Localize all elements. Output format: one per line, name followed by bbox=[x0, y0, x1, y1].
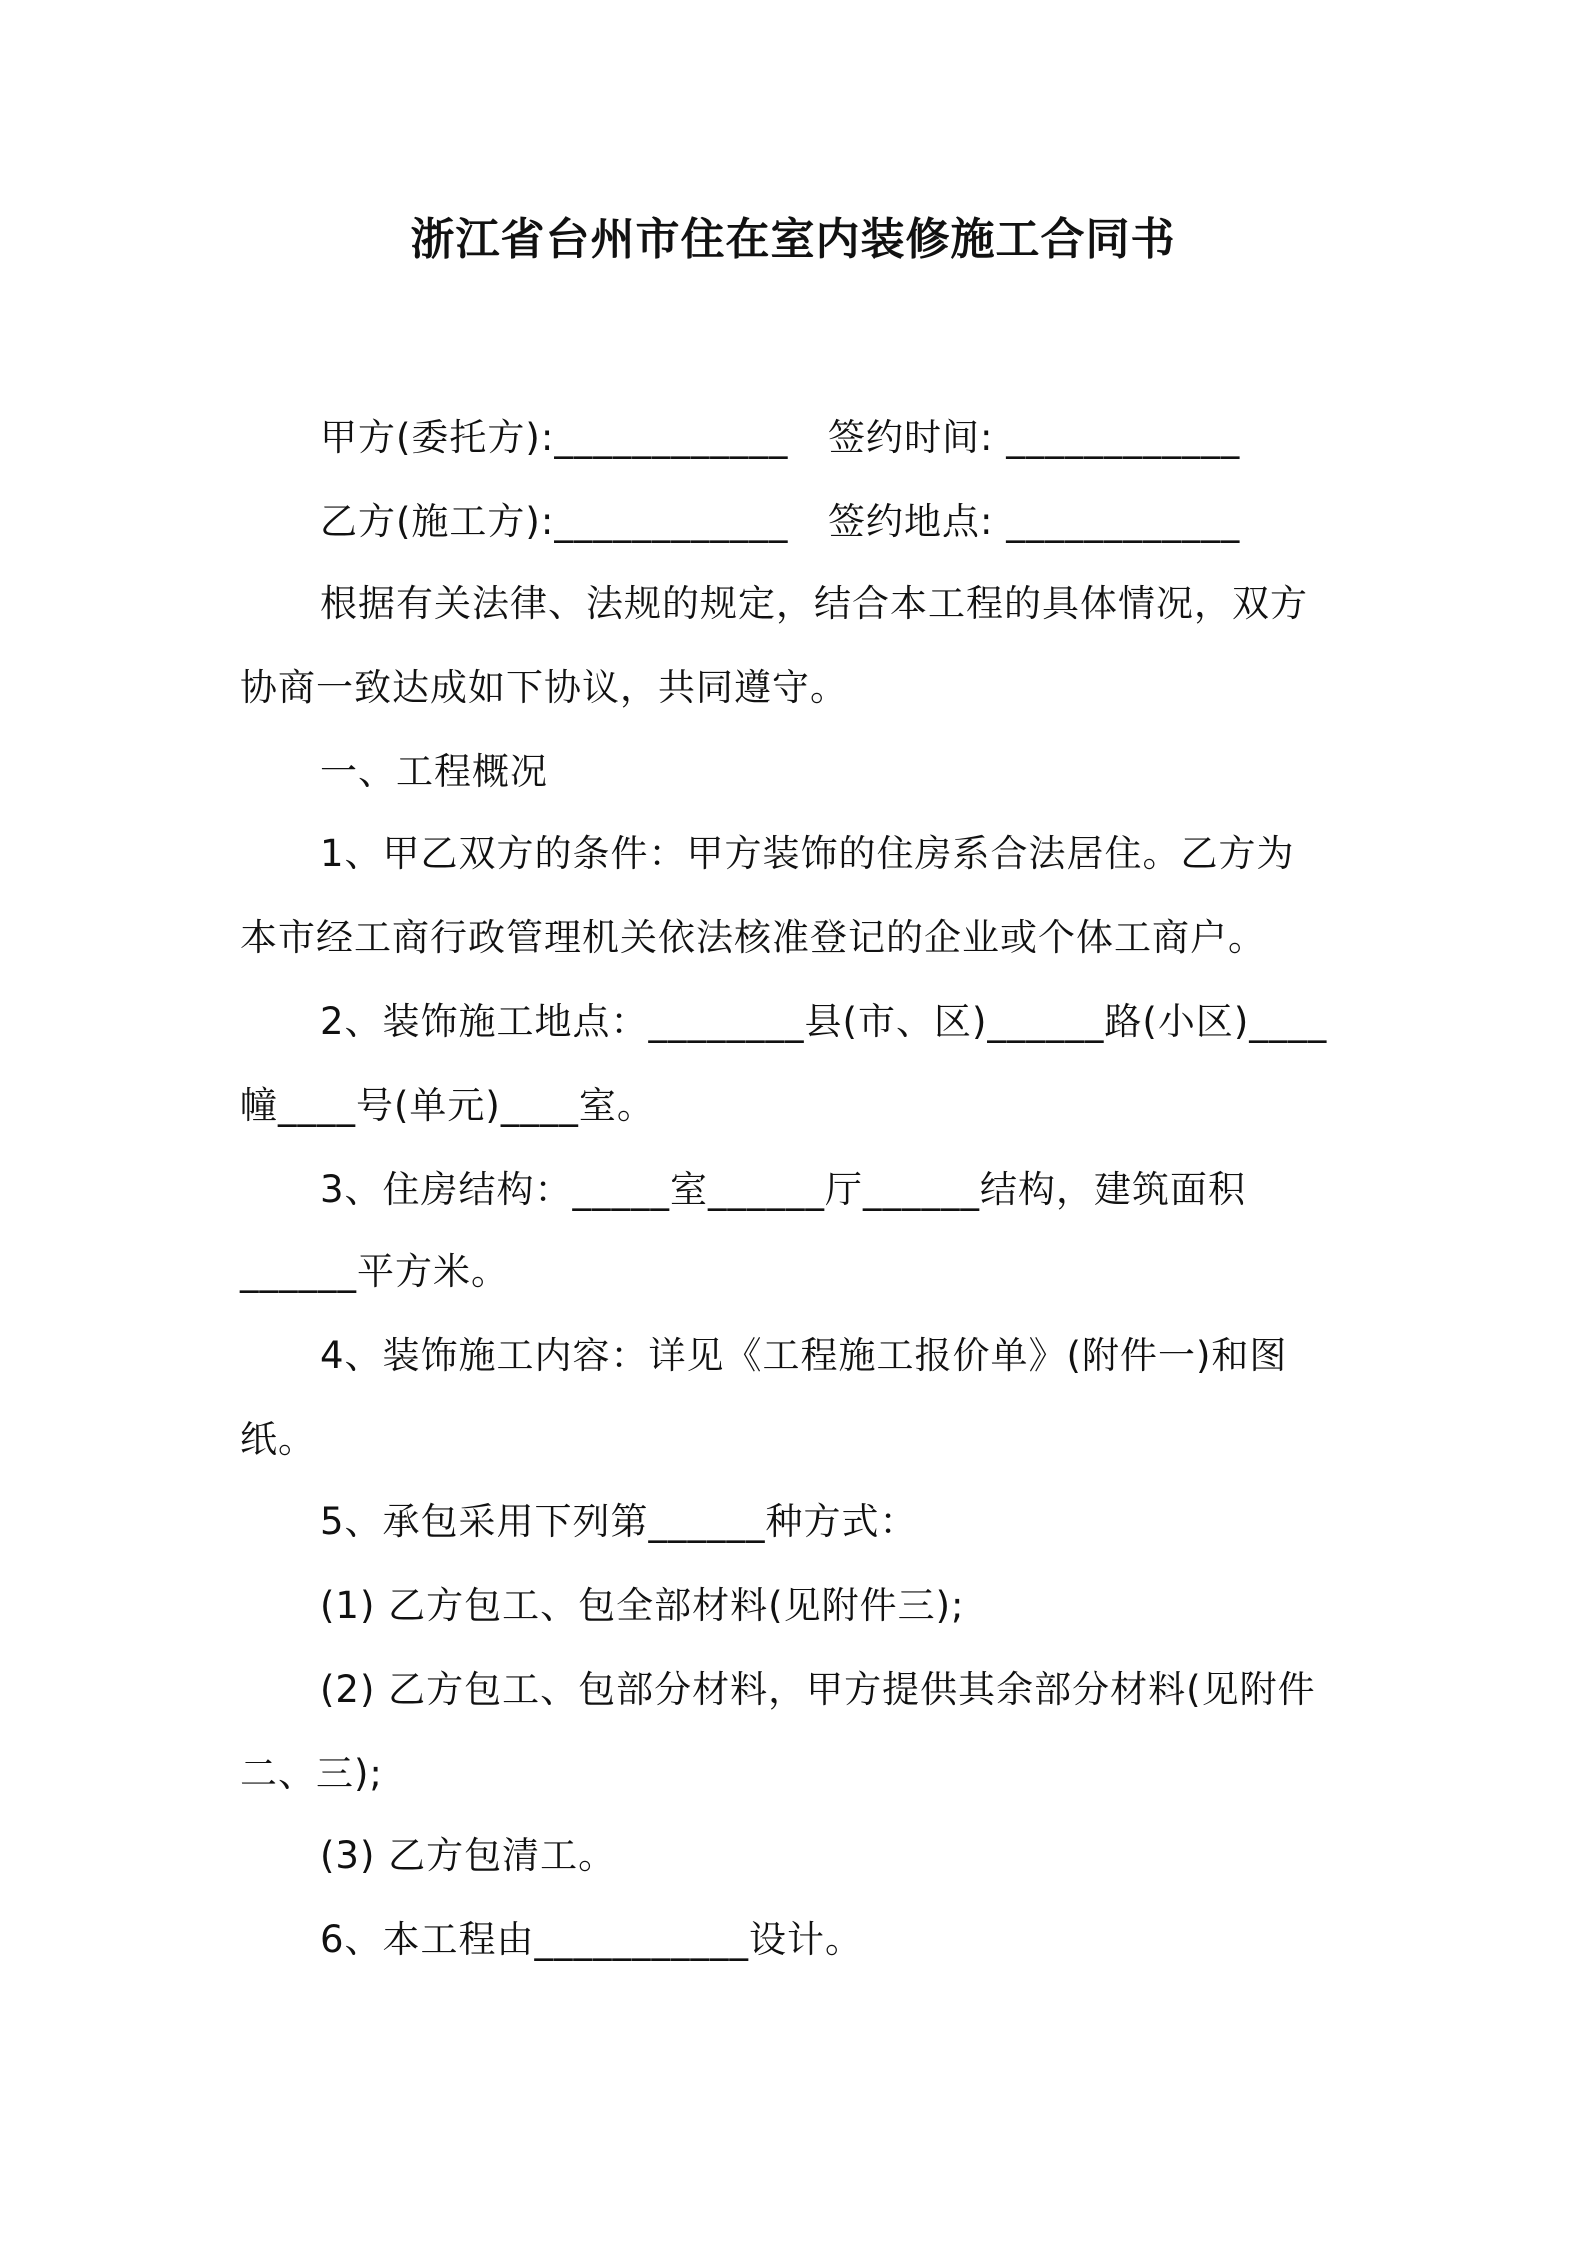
option-3: (3) 乙方包清工。 bbox=[320, 1834, 617, 1877]
sign-time-field: 签约时间: ____________ bbox=[828, 416, 1241, 459]
item-3-line-2: ______平方米。 bbox=[240, 1250, 509, 1293]
item-3-line-1: 3、住房结构：_____室______厅______结构，建筑面积 bbox=[320, 1168, 1247, 1211]
header-row-sign-time bbox=[828, 412, 1348, 464]
option-2-line-1: (2) 乙方包工、包部分材料，甲方提供其余部分材料(见附件 bbox=[320, 1668, 1316, 1711]
item-5: 5、承包采用下列第______种方式： bbox=[320, 1500, 918, 1543]
party-b-field: 乙方(施工方):____________ bbox=[320, 500, 789, 543]
header-row-sign-place bbox=[828, 496, 1348, 548]
option-1: (1) 乙方包工、包全部材料(见附件三); bbox=[320, 1584, 965, 1627]
party-a-field: 甲方(委托方):____________ bbox=[320, 416, 789, 459]
intro-line-1: 根据有关法律、法规的规定，结合本工程的具体情况，双方 bbox=[320, 582, 1308, 625]
option-2-line-2: 二、三); bbox=[240, 1752, 383, 1795]
item-6: 6、本工程由___________设计。 bbox=[320, 1918, 864, 1961]
section-1-heading: 一、工程概况 bbox=[320, 750, 548, 793]
item-2-line-1: 2、装饰施工地点：________县(市、区)______路(小区)____ bbox=[320, 1000, 1328, 1043]
item-2-line-2: 幢____号(单元)____室。 bbox=[240, 1084, 655, 1127]
item-4-line-2: 纸。 bbox=[240, 1418, 316, 1461]
item-1-line-1: 1、甲乙双方的条件：甲方装饰的住房系合法居住。乙方为 bbox=[320, 832, 1295, 875]
item-1-line-2: 本市经工商行政管理机关依法核准登记的企业或个体工商户。 bbox=[240, 916, 1266, 959]
document-title: 浙江省台州市住在室内装修施工合同书 bbox=[410, 214, 1176, 265]
item-4-line-1: 4、装饰施工内容：详见《工程施工报价单》(附件一)和图 bbox=[320, 1334, 1288, 1377]
intro-line-2: 协商一致达成如下协议，共同遵守。 bbox=[240, 666, 848, 709]
sign-place-field: 签约地点: ____________ bbox=[828, 500, 1241, 543]
